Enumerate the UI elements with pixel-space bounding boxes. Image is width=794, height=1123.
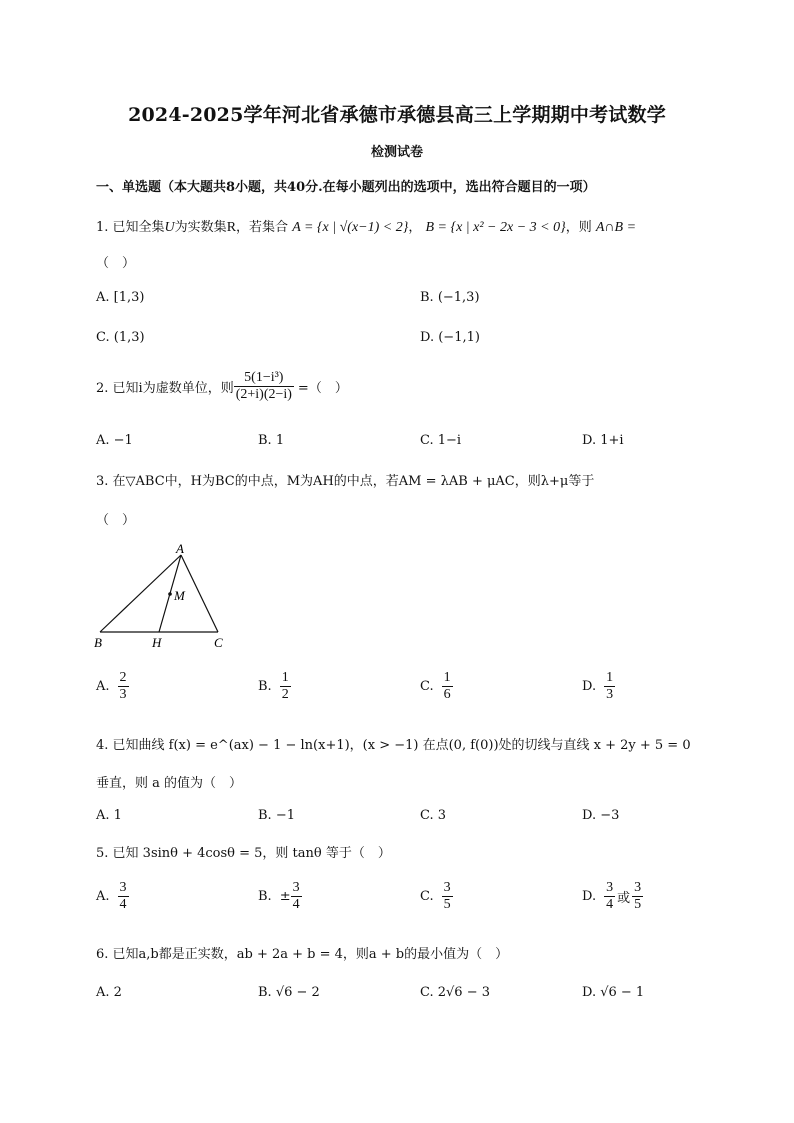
q1-option-d: D. (−1,1) bbox=[420, 330, 480, 345]
question-3: 3. 在▽ABC中，H为BC的中点，M为AH的中点，若AM = λAB + μAC，则λ+μ等于 bbox=[96, 474, 595, 489]
q4-option-c: C. 3 bbox=[420, 808, 447, 823]
question-3-blank: （ ） bbox=[96, 513, 136, 528]
page-title: 2024-2025学年河北省承德市承德县高三上学期期中考试数学 bbox=[128, 104, 666, 126]
q3-option-a: A. $\frac{2}{3}$ bbox=[96, 670, 127, 702]
q4-option-a: A. 1 bbox=[96, 808, 122, 823]
q3-option-d: D. $\frac{1}{3}$ bbox=[582, 670, 614, 702]
q6-option-d: D. √6 − 1 bbox=[582, 985, 645, 1000]
q5-option-a: A. $\frac{3}{4}$ bbox=[96, 880, 127, 912]
question-1-blank: （ ） bbox=[96, 256, 136, 271]
triangle-figure bbox=[88, 540, 238, 652]
q3-option-b: B. $\frac{1}{2}$ bbox=[258, 670, 289, 702]
page-subtitle: 检测试卷 bbox=[370, 145, 423, 160]
set-b-expression: B = {x | x² − 2x − 3 < 0} bbox=[425, 220, 566, 235]
label-a: A bbox=[176, 541, 184, 556]
q6-option-c: C. 2√6 − 3 bbox=[420, 985, 491, 1000]
question-4-line-2: 垂直，则 a 的值为（ ） bbox=[96, 776, 243, 791]
q5-option-b: B. ± $\frac{3}{4}$ bbox=[258, 880, 300, 912]
set-a-expression: A = {x | √(x−1) < 2} bbox=[292, 220, 409, 235]
question-4-line-1: 4. 已知曲线 f(x) = e^(ax) − 1 − ln(x+1)，(x > −1) 在点(0, f(0))处的切线与直线 x + 2y + 5 = 0 bbox=[96, 738, 691, 753]
point-m bbox=[168, 592, 172, 596]
q2-option-c: C. 1−i bbox=[420, 433, 462, 448]
question-1: 1. 已知全集U为实数集R，若集合 A = {x | √(x−1) < 2}， B = {x | x² − 2x − 3 < 0}，则 A∩B = bbox=[96, 220, 637, 235]
q4-option-b: B. −1 bbox=[258, 808, 295, 823]
q4-option-d: D. −3 bbox=[582, 808, 620, 823]
q2-option-d: D. 1+i bbox=[582, 433, 624, 448]
question-5: 5. 已知 3sinθ + 4cosθ = 5，则 tanθ 等于（ ） bbox=[96, 846, 391, 861]
label-h: H bbox=[152, 635, 162, 650]
q5-option-d: D. $\frac{3}{4}$ 或 $\frac{3}{5}$ bbox=[582, 880, 642, 912]
q3-option-c: C. $\frac{1}{6}$ bbox=[420, 670, 451, 702]
q1-option-b: B. (−1,3) bbox=[420, 290, 480, 305]
q6-option-a: A. 2 bbox=[96, 985, 122, 1000]
label-b: B bbox=[94, 635, 102, 650]
section-heading: 一、单选题（本大题共8小题，共40分.在每小题列出的选项中，选出符合题目的一项） bbox=[96, 180, 596, 195]
question-2: 2. 已知i为虚数单位，则 $\frac{\text{5(1−i³)}}{(2+i)(2-i)}$ =（ ） bbox=[96, 370, 348, 402]
q1-option-c: C. (1,3) bbox=[96, 330, 145, 345]
q5-option-c: C. $\frac{3}{5}$ bbox=[420, 880, 451, 912]
q2-option-a: A. −1 bbox=[96, 433, 133, 448]
q1-option-a: A. [1,3) bbox=[96, 290, 145, 305]
label-c: C bbox=[214, 635, 223, 650]
q2-fraction: $\frac{\text{5(1−i³)}}{(2+i)(2-i)}$ bbox=[235, 370, 292, 402]
side-ac bbox=[181, 555, 218, 632]
label-m: M bbox=[174, 588, 185, 603]
q2-option-b: B. 1 bbox=[258, 433, 285, 448]
question-6: 6. 已知a,b都是正实数，ab + 2a + b = 4，则a + b的最小值为（ ） bbox=[96, 947, 509, 962]
q6-option-b: B. √6 − 2 bbox=[258, 985, 320, 1000]
